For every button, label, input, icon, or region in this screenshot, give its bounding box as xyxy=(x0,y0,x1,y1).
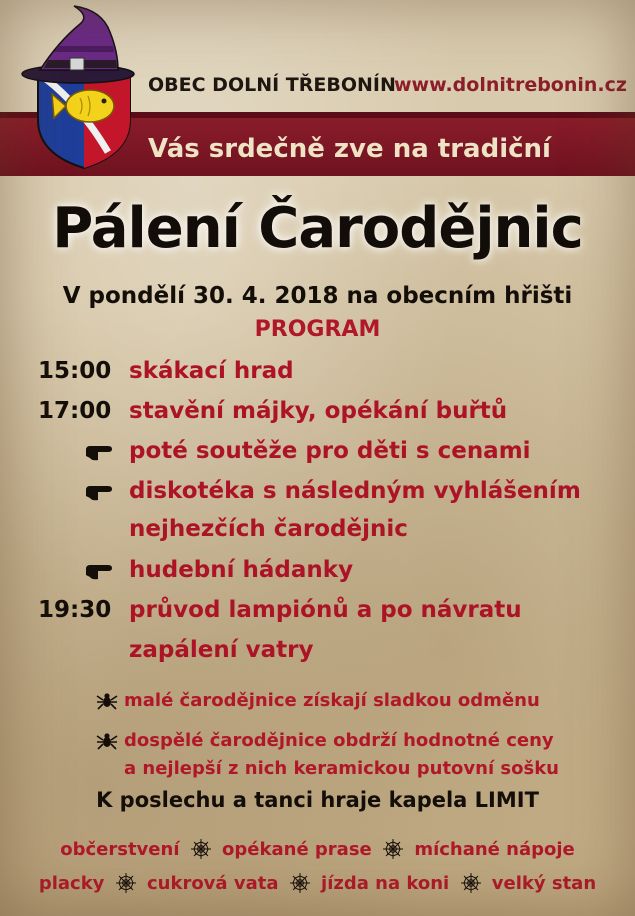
prize-line: dospělé čarodějnice obdrží hodnotné ceny xyxy=(124,730,554,751)
invitation-text: Vás srdečně zve na tradiční xyxy=(148,134,551,164)
amenity: jízda na koni xyxy=(321,873,450,894)
spider-icon xyxy=(96,730,118,752)
program-row xyxy=(0,358,635,392)
amenity: velký stan xyxy=(491,873,597,894)
spiderweb-icon xyxy=(382,838,404,860)
event-date-line: V pondělí 30. 4. 2018 na obecním hřišti xyxy=(62,283,573,309)
spider-icon xyxy=(96,690,118,712)
amenity: občerstvení xyxy=(60,839,180,860)
event-title: Pálení Čarodějnic xyxy=(52,196,583,261)
spiderweb-icon xyxy=(115,872,137,894)
program-item: skákací hrad xyxy=(129,358,294,384)
spiderweb-icon xyxy=(460,872,482,894)
program-item: nejhezčích čarodějnic xyxy=(129,516,408,542)
spiderweb-icon xyxy=(190,838,212,860)
program-row xyxy=(0,637,635,671)
program-item: hudební hádanky xyxy=(129,557,354,583)
program-row xyxy=(0,557,635,591)
website-link[interactable]: www.dolnitrebonin.cz xyxy=(394,74,627,96)
program-row xyxy=(0,516,635,550)
prize-line: malé čarodějnice získají sladkou odměnu xyxy=(124,690,540,711)
pointing-hand-icon xyxy=(84,563,114,581)
program-heading: PROGRAM xyxy=(254,317,381,342)
program-row xyxy=(0,478,635,512)
program-item: stavění májky, opékání buřtů xyxy=(129,398,508,424)
program-item: zapálení vatry xyxy=(129,637,314,663)
amenities-row xyxy=(0,872,635,894)
program-item: poté soutěže pro děti s cenami xyxy=(129,438,531,464)
amenity: opékané prase xyxy=(222,839,372,860)
prize-line: a nejlepší z nich keramickou putovní sošku xyxy=(124,758,559,779)
spiderweb-icon xyxy=(289,872,311,894)
program-row xyxy=(0,597,635,631)
org-name: OBEC DOLNÍ TŘEBONÍN xyxy=(148,74,396,96)
village-crest-icon xyxy=(18,2,148,172)
amenity: cukrová vata xyxy=(146,873,279,894)
pointing-hand-icon xyxy=(84,444,114,462)
pointing-hand-icon xyxy=(84,484,114,502)
amenity: placky xyxy=(38,873,105,894)
amenity: míchané nápoje xyxy=(414,839,575,860)
program-time: 19:30 xyxy=(38,597,112,623)
amenities-row xyxy=(0,838,635,860)
program-time: 15:00 xyxy=(38,358,112,384)
program-time: 17:00 xyxy=(38,398,112,424)
program-item: diskotéka s následným vyhlášením xyxy=(129,478,581,504)
band-line: K poslechu a tanci hraje kapela LIMIT xyxy=(96,788,539,812)
program-row xyxy=(0,438,635,472)
program-row xyxy=(0,398,635,432)
program-item: průvod lampiónů a po návratu xyxy=(129,597,522,623)
